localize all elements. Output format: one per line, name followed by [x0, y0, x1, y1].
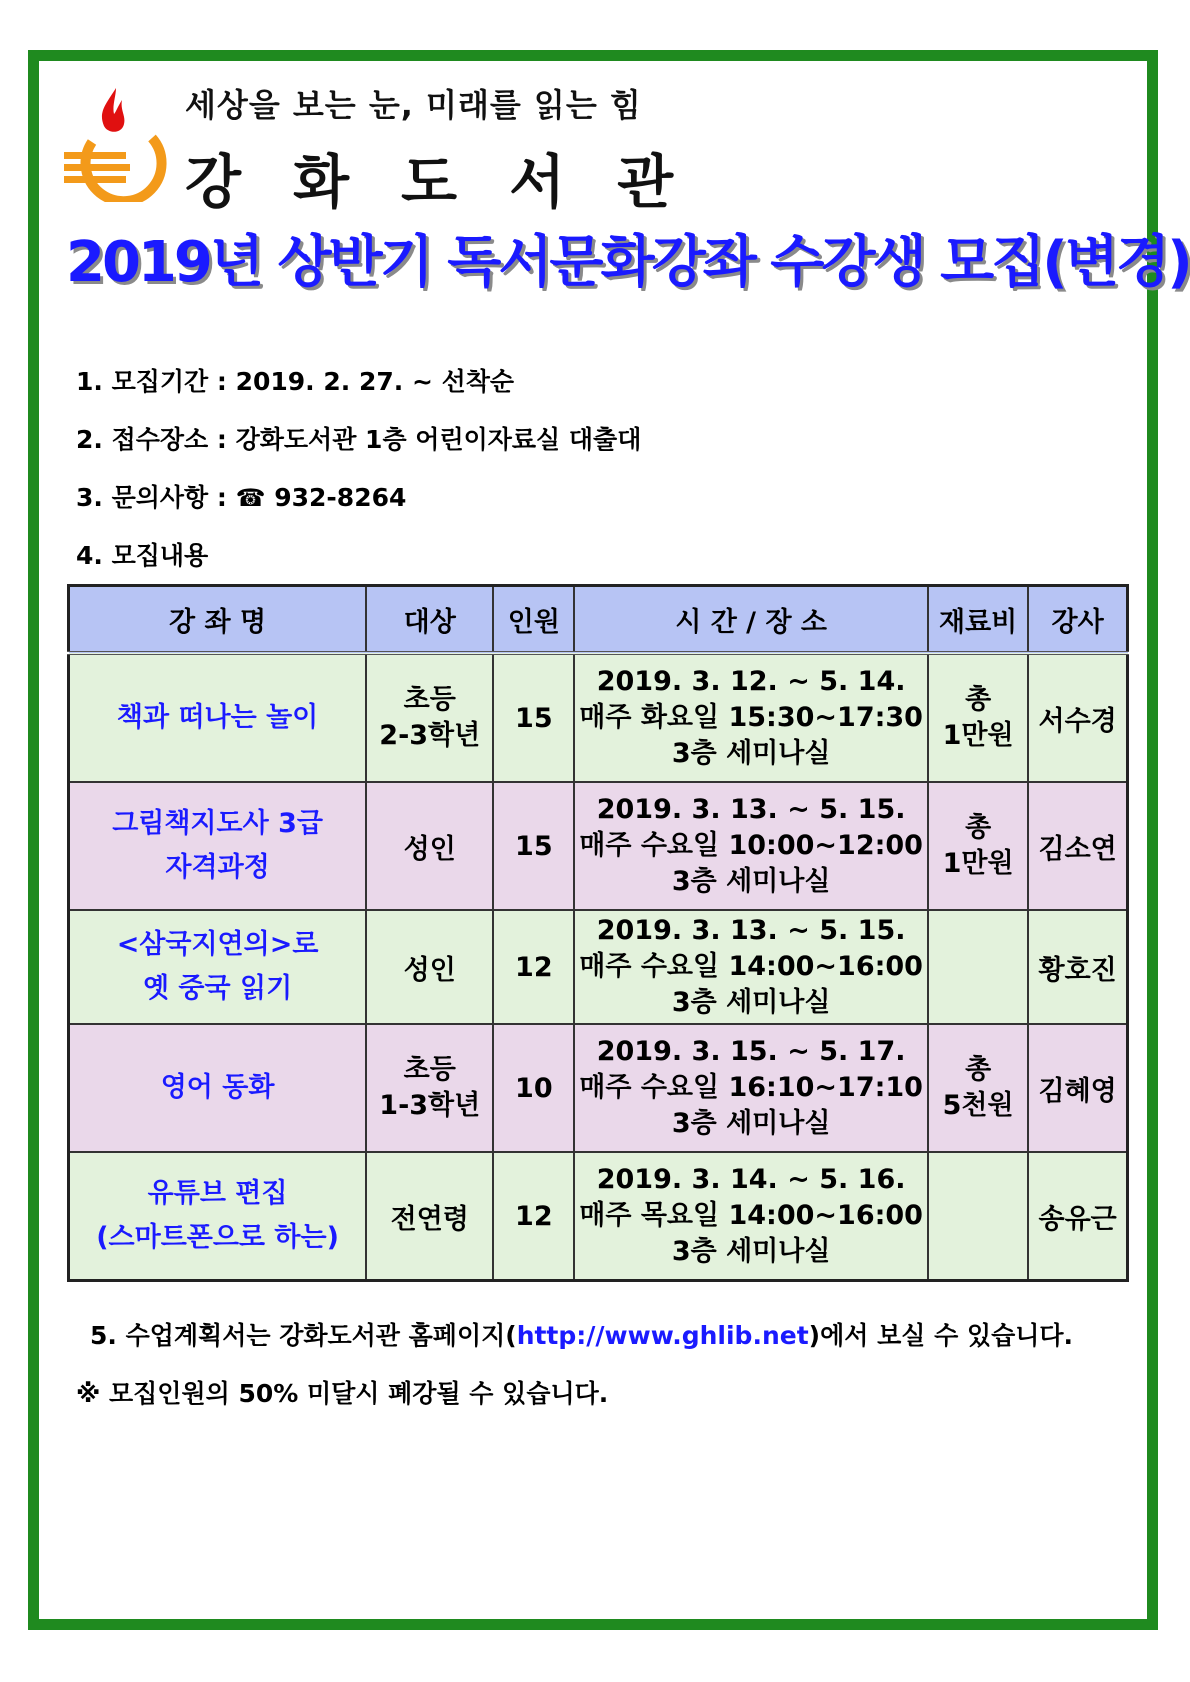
recruit-content-label: 4. 모집내용: [76, 541, 209, 570]
course-teacher: 김혜영: [1028, 1024, 1127, 1152]
course-name: <삼국지연의>로 옛 중국 읽기: [69, 910, 367, 1024]
course-schedule: 2019. 3. 13. ~ 5. 15. 매주 수요일 10:00~12:00 3층 세미나실: [574, 782, 928, 910]
application-place: 2. 접수장소 : 강화도서관 1층 어린이자료실 대출대: [76, 425, 642, 454]
course-count: 10: [493, 1024, 574, 1152]
phone-icon: ☎: [235, 484, 266, 512]
course-count: 15: [493, 653, 574, 782]
homepage-link[interactable]: http://www.ghlib.net: [516, 1321, 809, 1350]
library-slogan: 세상을 보는 눈, 미래를 읽는 힘: [185, 86, 642, 124]
course-name: 영어 동화: [69, 1024, 367, 1152]
header-teacher: 강사: [1028, 586, 1127, 654]
table-row: [69, 653, 1128, 782]
course-fee: [928, 1152, 1028, 1281]
header-schedule: 시 간 / 장 소: [574, 586, 928, 654]
course-target: 성인: [366, 782, 493, 910]
course-fee: 총 5천원: [928, 1024, 1028, 1152]
course-target: 전연령: [366, 1152, 493, 1281]
course-teacher: 김소연: [1028, 782, 1127, 910]
recruit-period: 1. 모집기간 : 2019. 2. 27. ~ 선착순: [76, 367, 515, 396]
header-count: 인원: [493, 586, 574, 654]
course-count: 12: [493, 910, 574, 1024]
course-count: 12: [493, 1152, 574, 1281]
header-target: 대상: [366, 586, 493, 654]
library-logo-icon: [64, 82, 174, 202]
phone-number: 932-8264: [274, 483, 407, 512]
library-name: 강화도서관: [185, 148, 726, 216]
course-teacher: 황호진: [1028, 910, 1127, 1024]
cancel-notice: ※ 모집인원의 50% 미달시 폐강될 수 있습니다.: [76, 1379, 609, 1408]
course-fee: 총 1만원: [928, 653, 1028, 782]
course-schedule: 2019. 3. 12. ~ 5. 14. 매주 화요일 15:30~17:30 3층 세미나실: [574, 653, 928, 782]
course-name: 유튜브 편집 (스마트폰으로 하는): [69, 1152, 367, 1281]
course-teacher: 송유근: [1028, 1152, 1127, 1281]
plan-notice: 5. 수업계획서는 강화도서관 홈페이지(http://www.ghlib.net)에서 보실 수 있습니다.: [90, 1321, 1074, 1350]
contact-info: [76, 478, 406, 514]
contact-label: 3. 문의사항 :: [76, 483, 227, 512]
header-fee: 재료비: [928, 586, 1028, 654]
table-header-row: [69, 586, 1128, 654]
course-fee: 총 1만원: [928, 782, 1028, 910]
header-course-name: 강 좌 명: [69, 586, 367, 654]
course-schedule: 2019. 3. 14. ~ 5. 16. 매주 목요일 14:00~16:00 3층 세미나실: [574, 1152, 928, 1281]
course-count: 15: [493, 782, 574, 910]
table-row: [69, 782, 1128, 910]
page-title: 2019년 상반기 독서문화강좌 수강생 모집(변경): [66, 230, 1190, 295]
course-table: [67, 584, 1129, 1282]
course-target: 초등 1-3학년: [366, 1024, 493, 1152]
course-target: 성인: [366, 910, 493, 1024]
course-target: 초등 2-3학년: [366, 653, 493, 782]
table-row: [69, 1024, 1128, 1152]
course-teacher: 서수경: [1028, 653, 1127, 782]
table-row: [69, 910, 1128, 1024]
table-row: [69, 1152, 1128, 1281]
course-schedule: 2019. 3. 13. ~ 5. 15. 매주 수요일 14:00~16:00 3층 세미나실: [574, 910, 928, 1024]
course-name: 그림책지도사 3급 자격과정: [69, 782, 367, 910]
course-schedule: 2019. 3. 15. ~ 5. 17. 매주 수요일 16:10~17:10 3층 세미나실: [574, 1024, 928, 1152]
course-fee: [928, 910, 1028, 1024]
course-name: 책과 떠나는 놀이: [69, 653, 367, 782]
